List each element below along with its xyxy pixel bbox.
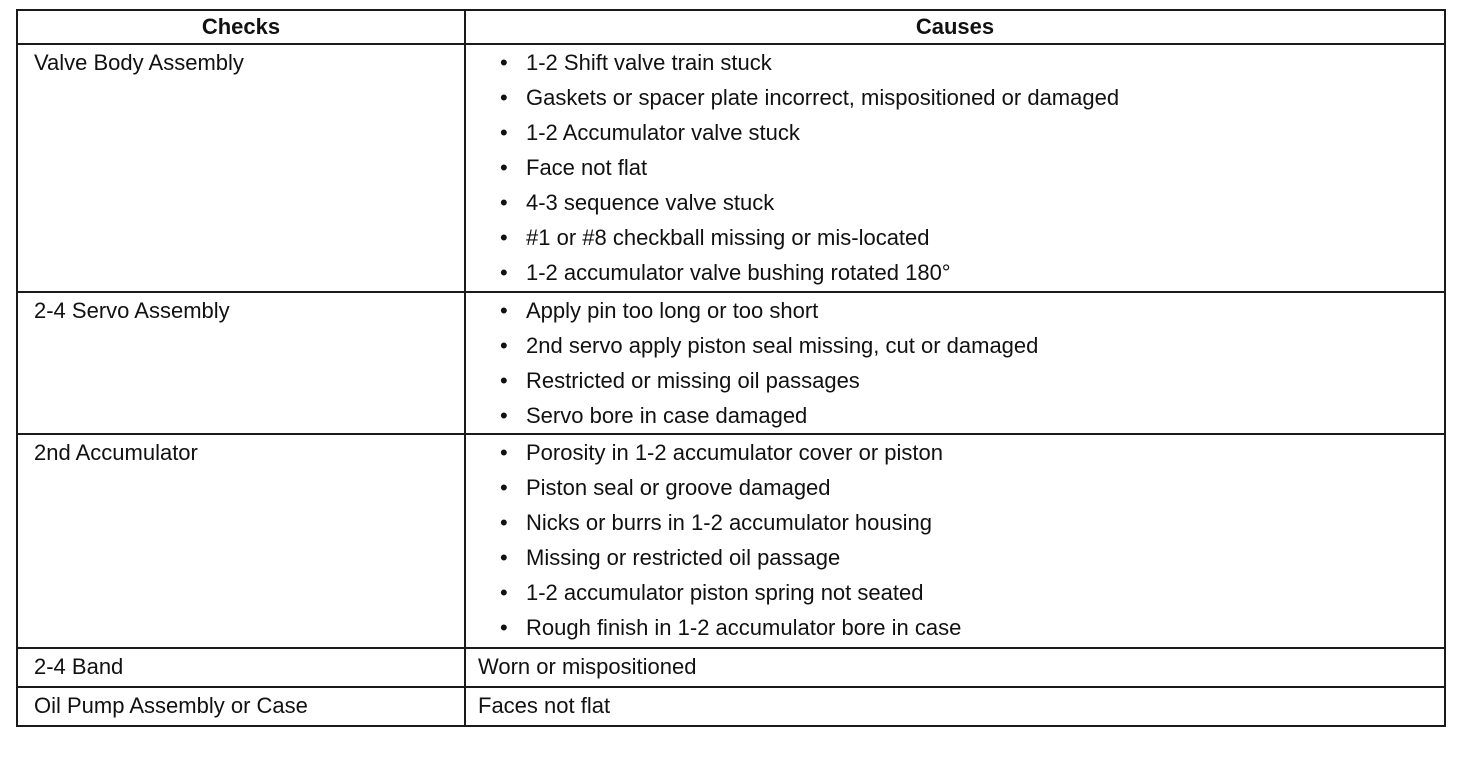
cause-text: 2nd servo apply piston seal missing, cut or damaged <box>526 333 1039 358</box>
check-cell: 2nd Accumulator <box>17 434 465 648</box>
checks-column-header: Checks <box>17 10 465 44</box>
cause-item <box>500 435 1444 470</box>
cause-text: Apply pin too long or too short <box>526 298 819 323</box>
cause-item <box>500 540 1444 575</box>
bullet-icon: • <box>500 298 508 323</box>
cause-text: #1 or #8 checkball missing or mis-located <box>526 225 930 250</box>
diagnosis-table <box>16 9 1446 727</box>
cause-text: Gaskets or spacer plate incorrect, mispositioned or damaged <box>526 85 1120 110</box>
cause-text: 4-3 sequence valve stuck <box>526 190 775 215</box>
table-row <box>17 434 1445 648</box>
cause-item <box>500 398 1444 433</box>
bullet-icon: • <box>500 545 508 570</box>
cause-item <box>500 610 1444 645</box>
table-row <box>17 648 1445 687</box>
causes-list <box>500 435 1444 645</box>
cause-text: Piston seal or groove damaged <box>526 475 831 500</box>
bullet-icon: • <box>500 440 508 465</box>
check-cell: Oil Pump Assembly or Case <box>17 687 465 726</box>
cause-text: 1-2 Shift valve train stuck <box>526 50 772 75</box>
cause-item <box>500 328 1444 363</box>
causes-cell <box>465 292 1445 434</box>
header-row <box>17 10 1445 44</box>
cause-item <box>500 255 1444 290</box>
causes-list <box>500 45 1444 290</box>
cause-text: Nicks or burrs in 1-2 accumulator housing <box>526 510 932 535</box>
check-cell: 2-4 Band <box>17 648 465 687</box>
cause-item <box>500 363 1444 398</box>
bullet-icon: • <box>500 225 508 250</box>
cause-item <box>500 115 1444 150</box>
bullet-icon: • <box>500 50 508 75</box>
cause-text: Rough finish in 1-2 accumulator bore in case <box>526 615 962 640</box>
bullet-icon: • <box>500 85 508 110</box>
cause-text: Servo bore in case damaged <box>526 403 808 428</box>
cause-item <box>500 150 1444 185</box>
cause-item <box>500 185 1444 220</box>
cause-text: 1-2 Accumulator valve stuck <box>526 120 800 145</box>
bullet-icon: • <box>500 120 508 145</box>
bullet-icon: • <box>500 190 508 215</box>
cause-item <box>500 575 1444 610</box>
cause-text: Restricted or missing oil passages <box>526 368 860 393</box>
cause-text: Missing or restricted oil passage <box>526 545 841 570</box>
bullet-icon: • <box>500 368 508 393</box>
cause-text: Porosity in 1-2 accumulator cover or piston <box>526 440 943 465</box>
bullet-icon: • <box>500 403 508 428</box>
check-cell: Valve Body Assembly <box>17 44 465 292</box>
bullet-icon: • <box>500 615 508 640</box>
causes-cell <box>465 434 1445 648</box>
cause-item <box>500 293 1444 328</box>
cause-item <box>500 470 1444 505</box>
cause-text: 1-2 accumulator valve bushing rotated 180° <box>526 260 951 285</box>
cause-item <box>500 505 1444 540</box>
cause-item <box>500 220 1444 255</box>
bullet-icon: • <box>500 580 508 605</box>
cause-text: 1-2 accumulator piston spring not seated <box>526 580 924 605</box>
table-row <box>17 292 1445 434</box>
check-cell: 2-4 Servo Assembly <box>17 292 465 434</box>
table-row <box>17 687 1445 726</box>
bullet-icon: • <box>500 155 508 180</box>
causes-list <box>500 293 1444 433</box>
bullet-icon: • <box>500 510 508 535</box>
causes-column-header: Causes <box>465 10 1445 44</box>
causes-cell <box>465 44 1445 292</box>
table-row <box>17 44 1445 292</box>
cause-item <box>500 45 1444 80</box>
bullet-icon: • <box>500 333 508 358</box>
cause-item <box>500 80 1444 115</box>
bullet-icon: • <box>500 260 508 285</box>
cause-text-cell: Faces not flat <box>465 687 1445 726</box>
cause-text-cell: Worn or mispositioned <box>465 648 1445 687</box>
bullet-icon: • <box>500 475 508 500</box>
cause-text: Face not flat <box>526 155 648 180</box>
